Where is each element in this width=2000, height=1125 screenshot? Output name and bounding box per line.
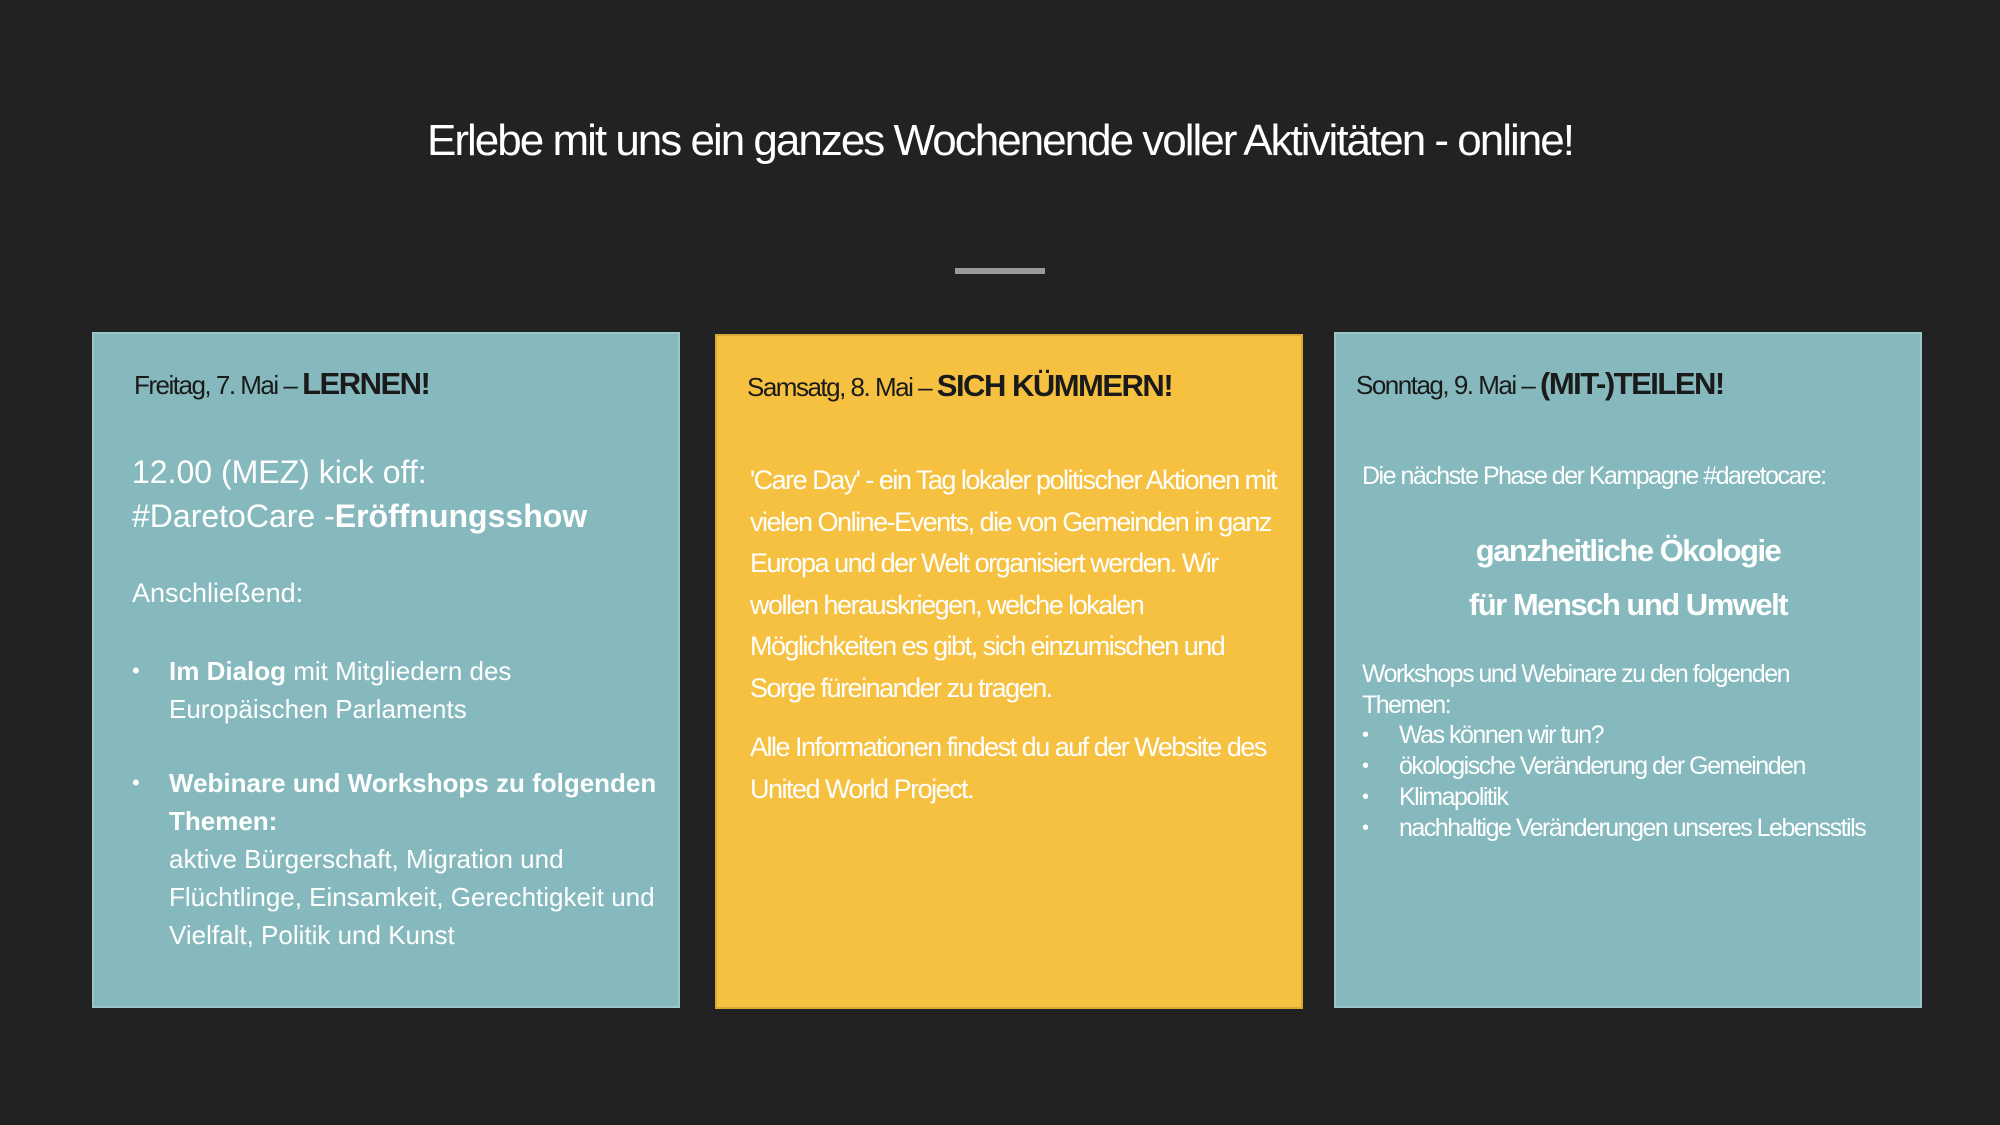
card-saturday-theme: SICH KÜMMERN! — [936, 368, 1173, 403]
list-item-text: Klimapolitik — [1399, 783, 1508, 811]
card-friday-theme: LERNEN! — [302, 366, 430, 401]
title-divider — [955, 268, 1045, 274]
highlight-line-1: ganzheitliche Ökologie — [1475, 533, 1781, 568]
sunday-highlight — [1336, 524, 1920, 632]
bullet-icon: • — [132, 658, 140, 683]
list-item-text: nachhaltige Veränderungen unseres Lebensstils — [1399, 814, 1866, 842]
kickoff-text — [132, 450, 652, 538]
sunday-workshops-intro: Workshops und Webinare zu den folgenden Themen: — [1362, 660, 1790, 719]
saturday-description — [750, 460, 1280, 828]
card-sunday-date: Sonntag, 9. Mai – — [1356, 370, 1541, 400]
bullet-icon: • — [132, 770, 140, 795]
card-friday-date: Freitag, 7. Mai – — [134, 370, 303, 400]
kickoff-line2-prefix: #DaretoCare - — [132, 498, 335, 534]
bullet-icon: • — [1362, 755, 1368, 777]
bullet-icon: • — [1362, 817, 1368, 839]
card-sunday-theme: (MIT-)TEILEN! — [1540, 366, 1724, 401]
card-friday — [92, 332, 680, 1008]
list-item — [132, 652, 662, 728]
kickoff-show-name: Eröffnungsshow — [334, 498, 588, 534]
friday-activity-list — [132, 652, 662, 990]
kickoff-line2 — [132, 494, 652, 538]
list-item — [132, 764, 662, 954]
list-item-text: aktive Bürgerschaft, Migration und Flüchtlinge, Einsamkeit, Gerechtigkeit und Vielfalt, Politik und Kunst — [169, 844, 655, 950]
card-sunday-heading — [1356, 366, 1724, 402]
list-item-text: Was können wir tun? — [1399, 721, 1604, 749]
card-sunday — [1334, 332, 1922, 1008]
card-friday-heading — [134, 366, 429, 402]
list-item — [1362, 813, 1912, 844]
card-saturday-heading — [747, 368, 1172, 404]
card-saturday — [715, 334, 1303, 1009]
list-item — [1362, 751, 1912, 782]
list-item-text: mit Mitgliedern des Europäischen Parlaments — [169, 656, 512, 724]
list-item-text: ökologische Veränderung der Gemeinden — [1399, 752, 1805, 780]
highlight-line-2: für Mensch und Umwelt — [1468, 587, 1788, 622]
list-item — [1362, 720, 1912, 751]
list-item-bold: Webinare und Workshops zu folgenden Themen: — [169, 768, 657, 836]
saturday-paragraph-2: Alle Informationen findest du auf der Website des United World Project. — [750, 732, 1266, 804]
card-saturday-date: Samsatg, 8. Mai – — [747, 372, 937, 402]
saturday-paragraph-1: 'Care Day' - ein Tag lokaler politischer Aktionen mit vielen Online-Events, die von Gemeinden in ganz Europa und der Welt organisiert werden. Wir wollen herauskriegen, welche lokalen Möglichkeiten es gibt, sich einzumischen und Sorge füreinander zu tragen. — [750, 465, 1277, 703]
list-item — [1362, 782, 1912, 813]
list-item-bold: Im Dialog — [169, 656, 287, 686]
sunday-topic-list — [1362, 720, 1912, 844]
bullet-icon: • — [1362, 786, 1368, 808]
sunday-intro: Die nächste Phase der Kampagne #daretocare: — [1362, 462, 1826, 490]
page-title: Erlebe mit uns ein ganzes Wochenende voller Aktivitäten - online! — [427, 116, 1573, 165]
bullet-icon: • — [1362, 724, 1368, 746]
afterwards-label: Anschließend: — [132, 578, 304, 608]
kickoff-line1: 12.00 (MEZ) kick off: — [132, 454, 427, 490]
